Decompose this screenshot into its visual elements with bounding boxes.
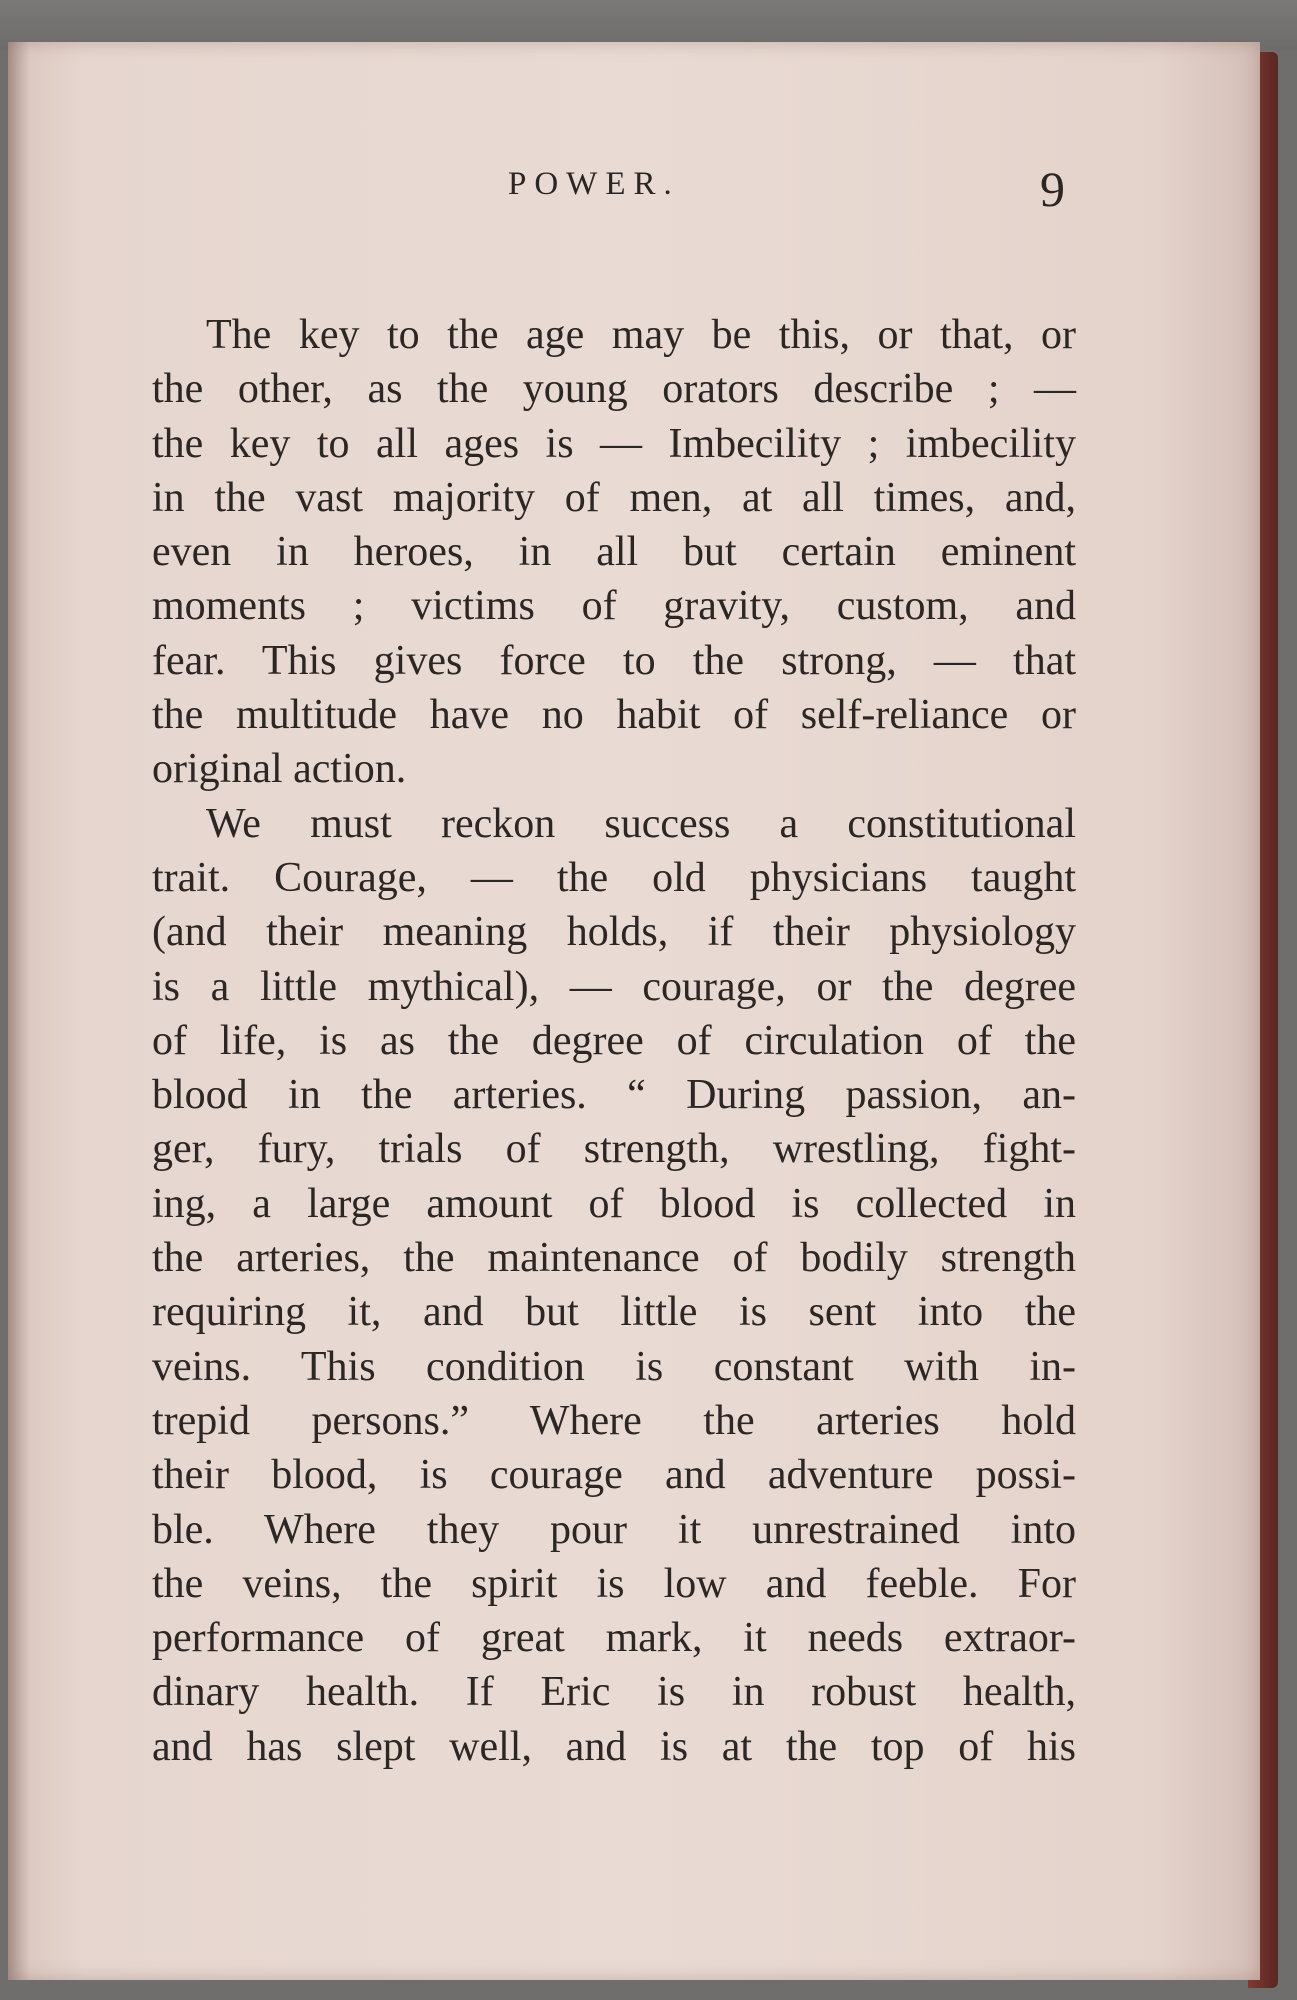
text-line: trepid persons.” Where the arteries hold xyxy=(152,1397,1076,1444)
text-line: the veins, the spirit is low and feeble. For xyxy=(152,1560,1076,1607)
text-line: (and their meaning holds, if their physiology xyxy=(152,909,1076,956)
text-line: ger, fury, trials of strength, wrestling, fight- xyxy=(152,1126,1076,1173)
page-number: 9 xyxy=(1040,161,1065,217)
text-line: in the vast majority of men, at all times, and, xyxy=(152,474,1076,521)
text-line: original action. xyxy=(152,746,407,793)
text-line: moments ; victims of gravity, custom, and xyxy=(152,583,1076,630)
text-line: even in heroes, in all but certain eminent xyxy=(152,529,1076,576)
text-line: the multitude have no habit of self-reliance or xyxy=(152,692,1076,739)
spine-shadow xyxy=(8,42,30,1980)
text-line: The key to the age may be this, or that, or xyxy=(206,312,1076,358)
text-line: veins. This condition is constant with in- xyxy=(152,1343,1076,1390)
text-line: is a little mythical), — courage, or the degree xyxy=(152,963,1076,1010)
text-line: requiring it, and but little is sent into the xyxy=(152,1289,1076,1336)
text-line: trait. Courage, — the old physicians taught xyxy=(152,854,1076,901)
text-line: blood in the arteries. “ During passion, an- xyxy=(152,1072,1076,1119)
text-line: We must reckon success a constitutional xyxy=(206,800,1076,847)
text-line: the arteries, the maintenance of bodily strength xyxy=(152,1235,1076,1282)
text-line: fear. This gives force to the strong, — that xyxy=(152,637,1076,684)
text-line: and has slept well, and is at the top of his xyxy=(152,1723,1076,1770)
running-head: POWER. xyxy=(508,166,680,202)
text-line: dinary health. If Eric is in robust health, xyxy=(152,1669,1076,1716)
text-line: ing, a large amount of blood is collected in xyxy=(152,1180,1076,1227)
text-line: the other, as the young orators describe ; — xyxy=(152,366,1076,413)
text-line: their blood, is courage and adventure possi- xyxy=(152,1452,1076,1499)
text-line: of life, is as the degree of circulation of the xyxy=(152,1017,1076,1064)
text-line: performance of great mark, it needs extraor- xyxy=(152,1615,1076,1662)
body-text xyxy=(152,308,1076,1774)
text-line: ble. Where they pour it unrestrained into xyxy=(152,1506,1076,1553)
text-line: the key to all ages is — Imbecility ; imbecility xyxy=(152,420,1076,467)
